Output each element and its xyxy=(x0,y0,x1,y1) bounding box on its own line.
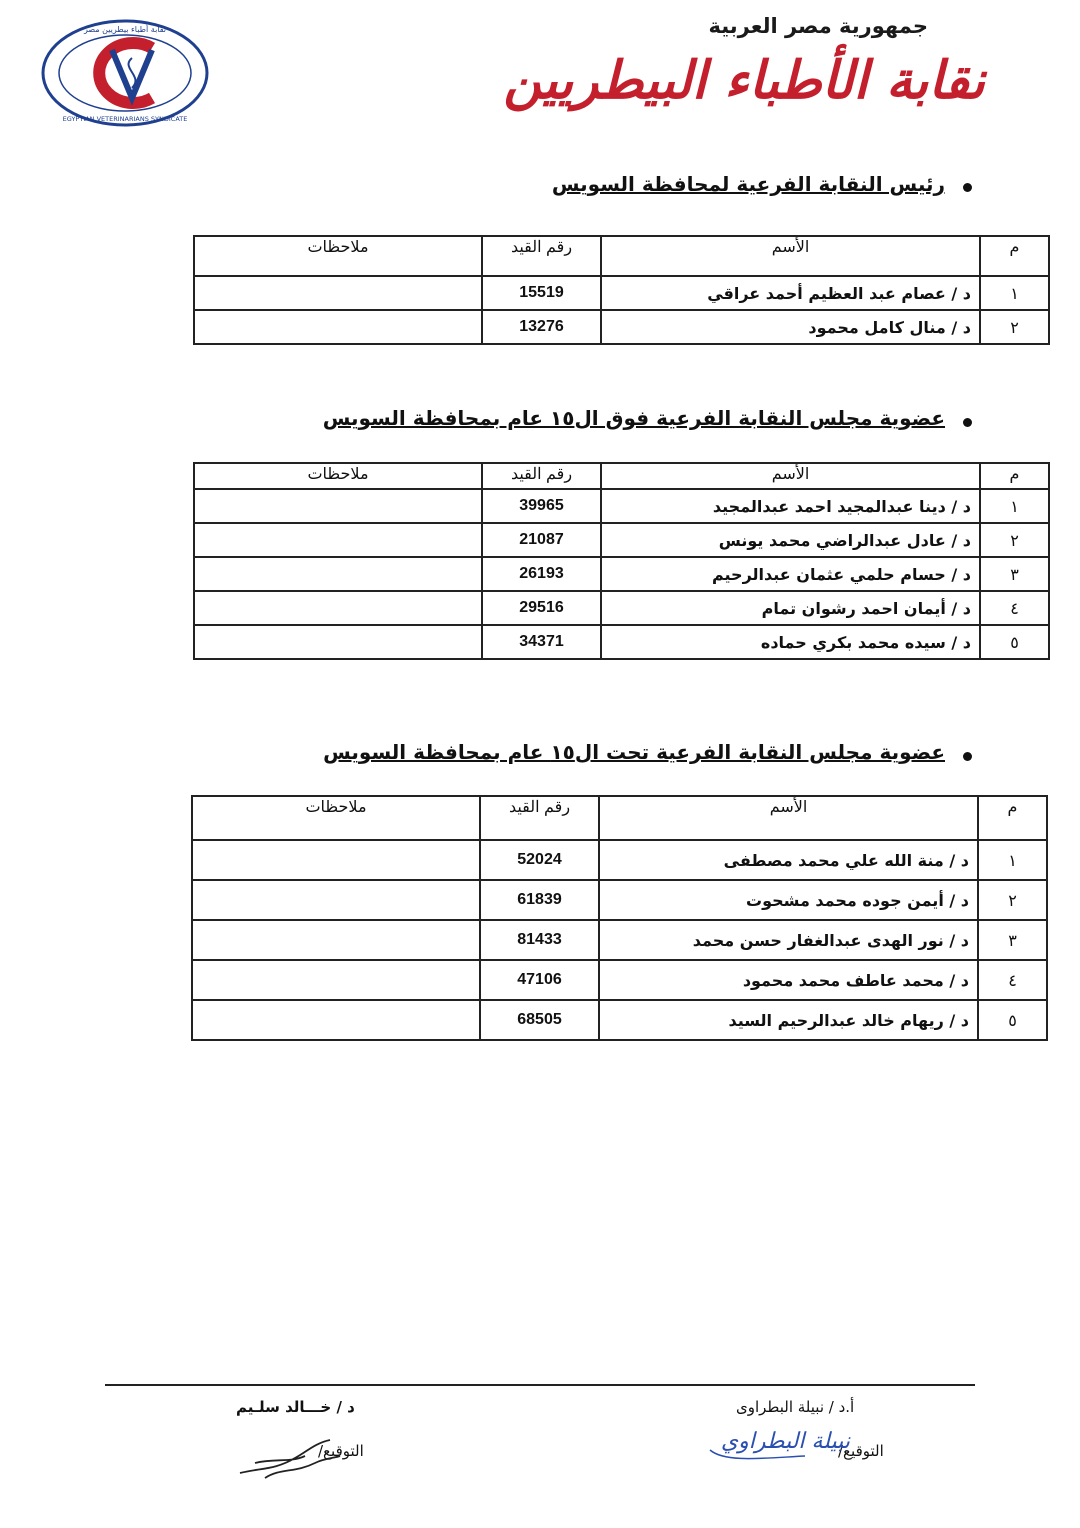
row-note xyxy=(194,625,482,659)
svg-text:نبيلة البطراوي: نبيلة البطراوي xyxy=(720,1429,850,1454)
syndicate-logo xyxy=(40,18,210,128)
row-index: ٥ xyxy=(978,1000,1047,1040)
row-note xyxy=(194,591,482,625)
syndicate-heading: نقابة الأطباء البيطريين xyxy=(503,50,985,111)
table-under-15 xyxy=(191,795,1048,1041)
col-header-index: م xyxy=(980,463,1049,489)
row-note xyxy=(192,920,480,960)
col-header-notes: ملاحظات xyxy=(194,463,482,489)
table-row xyxy=(192,920,1047,960)
row-code: 47106 xyxy=(480,960,599,1000)
republic-heading: جمهورية مصر العربية xyxy=(708,14,928,38)
row-note xyxy=(194,557,482,591)
section-bullet xyxy=(963,418,972,427)
row-note xyxy=(192,840,480,880)
row-code: 81433 xyxy=(480,920,599,960)
table-row xyxy=(194,310,1049,344)
row-code: 68505 xyxy=(480,1000,599,1040)
row-code: 39965 xyxy=(482,489,601,523)
row-note xyxy=(192,1000,480,1040)
col-header-code: رقم القيد xyxy=(482,463,601,489)
table-row xyxy=(194,276,1049,310)
row-name: د / أيمن جوده محمد مشحوت xyxy=(599,880,978,920)
row-note xyxy=(194,489,482,523)
table-row xyxy=(194,591,1049,625)
row-index: ٣ xyxy=(978,920,1047,960)
table-header-row xyxy=(194,236,1049,276)
table-row xyxy=(194,557,1049,591)
row-index: ١ xyxy=(978,840,1047,880)
row-name: د / منة الله علي محمد مصطفى xyxy=(599,840,978,880)
row-name: د / منال كامل محمود xyxy=(601,310,980,344)
row-index: ١ xyxy=(980,489,1049,523)
row-code: 21087 xyxy=(482,523,601,557)
signature-right xyxy=(705,1418,855,1468)
row-code: 52024 xyxy=(480,840,599,880)
row-index: ٢ xyxy=(980,310,1049,344)
row-code: 26193 xyxy=(482,557,601,591)
table-row xyxy=(192,880,1047,920)
signatory-left-name: د / خـــالد سلـيم xyxy=(236,1398,355,1416)
row-note xyxy=(194,310,482,344)
table-header-row xyxy=(192,796,1047,840)
col-header-index: م xyxy=(980,236,1049,276)
row-note xyxy=(192,960,480,1000)
table-header-row xyxy=(194,463,1049,489)
row-name: د / سيده محمد بكري حماده xyxy=(601,625,980,659)
col-header-name: الأسم xyxy=(601,236,980,276)
row-name: د / ريهام خالد عبدالرحيم السيد xyxy=(599,1000,978,1040)
signature-left xyxy=(235,1428,345,1483)
col-header-name: الأسم xyxy=(599,796,978,840)
signatory-right-label: التوقيع/ xyxy=(838,1442,884,1460)
col-header-code: رقم القيد xyxy=(482,236,601,276)
section-bullet xyxy=(963,752,972,761)
row-code: 61839 xyxy=(480,880,599,920)
svg-text:EGYPTIAN VETERINARIANS SYNDICA: EGYPTIAN VETERINARIANS SYNDICATE xyxy=(62,115,188,123)
svg-text:نقابة أطباء بيطريين مصر: نقابة أطباء بيطريين مصر xyxy=(83,25,167,34)
row-code: 15519 xyxy=(482,276,601,310)
col-header-code: رقم القيد xyxy=(480,796,599,840)
footer-divider xyxy=(105,1384,975,1386)
row-index: ٥ xyxy=(980,625,1049,659)
table-over-15 xyxy=(193,462,1050,660)
table-row xyxy=(194,523,1049,557)
table-president xyxy=(193,235,1050,345)
table-row xyxy=(192,960,1047,1000)
col-header-name: الأسم xyxy=(601,463,980,489)
col-header-index: م xyxy=(978,796,1047,840)
row-index: ٤ xyxy=(980,591,1049,625)
row-code: 29516 xyxy=(482,591,601,625)
row-name: د / دينا عبدالمجيد احمد عبدالمجيد xyxy=(601,489,980,523)
row-note xyxy=(194,276,482,310)
col-header-notes: ملاحظات xyxy=(192,796,480,840)
table-row xyxy=(194,489,1049,523)
row-index: ٤ xyxy=(978,960,1047,1000)
section-title: رئيس النقابة الفرعية لمحافظة السويس xyxy=(551,172,945,196)
row-name: د / عصام عبد العظيم أحمد عراقي xyxy=(601,276,980,310)
row-note xyxy=(194,523,482,557)
section-title: عضوية مجلس النقابة الفرعية تحت ال١٥ عام بمحافظة السويس xyxy=(323,740,945,764)
row-note xyxy=(192,880,480,920)
signatory-right-name: أ.د / نبيلة البطراوى xyxy=(736,1398,855,1416)
row-name: د / نور الهدى عبدالغفار حسن محمد xyxy=(599,920,978,960)
section-title: عضوية مجلس النقابة الفرعية فوق ال١٥ عام بمحافظة السويس xyxy=(322,406,945,430)
row-name: د / عادل عبدالراضي محمد يونس xyxy=(601,523,980,557)
row-index: ٢ xyxy=(980,523,1049,557)
row-code: 13276 xyxy=(482,310,601,344)
row-index: ٢ xyxy=(978,880,1047,920)
row-name: د / أيمان احمد رشوان تمام xyxy=(601,591,980,625)
row-code: 34371 xyxy=(482,625,601,659)
section-bullet xyxy=(963,183,972,192)
table-row xyxy=(194,625,1049,659)
row-name: د / حسام حلمي عثمان عبدالرحيم xyxy=(601,557,980,591)
table-row xyxy=(192,840,1047,880)
row-name: د / محمد عاطف محمد محمود xyxy=(599,960,978,1000)
table-row xyxy=(192,1000,1047,1040)
col-header-notes: ملاحظات xyxy=(194,236,482,276)
row-index: ٣ xyxy=(980,557,1049,591)
row-index: ١ xyxy=(980,276,1049,310)
signatory-left-label: التوقيع/ xyxy=(318,1442,364,1460)
